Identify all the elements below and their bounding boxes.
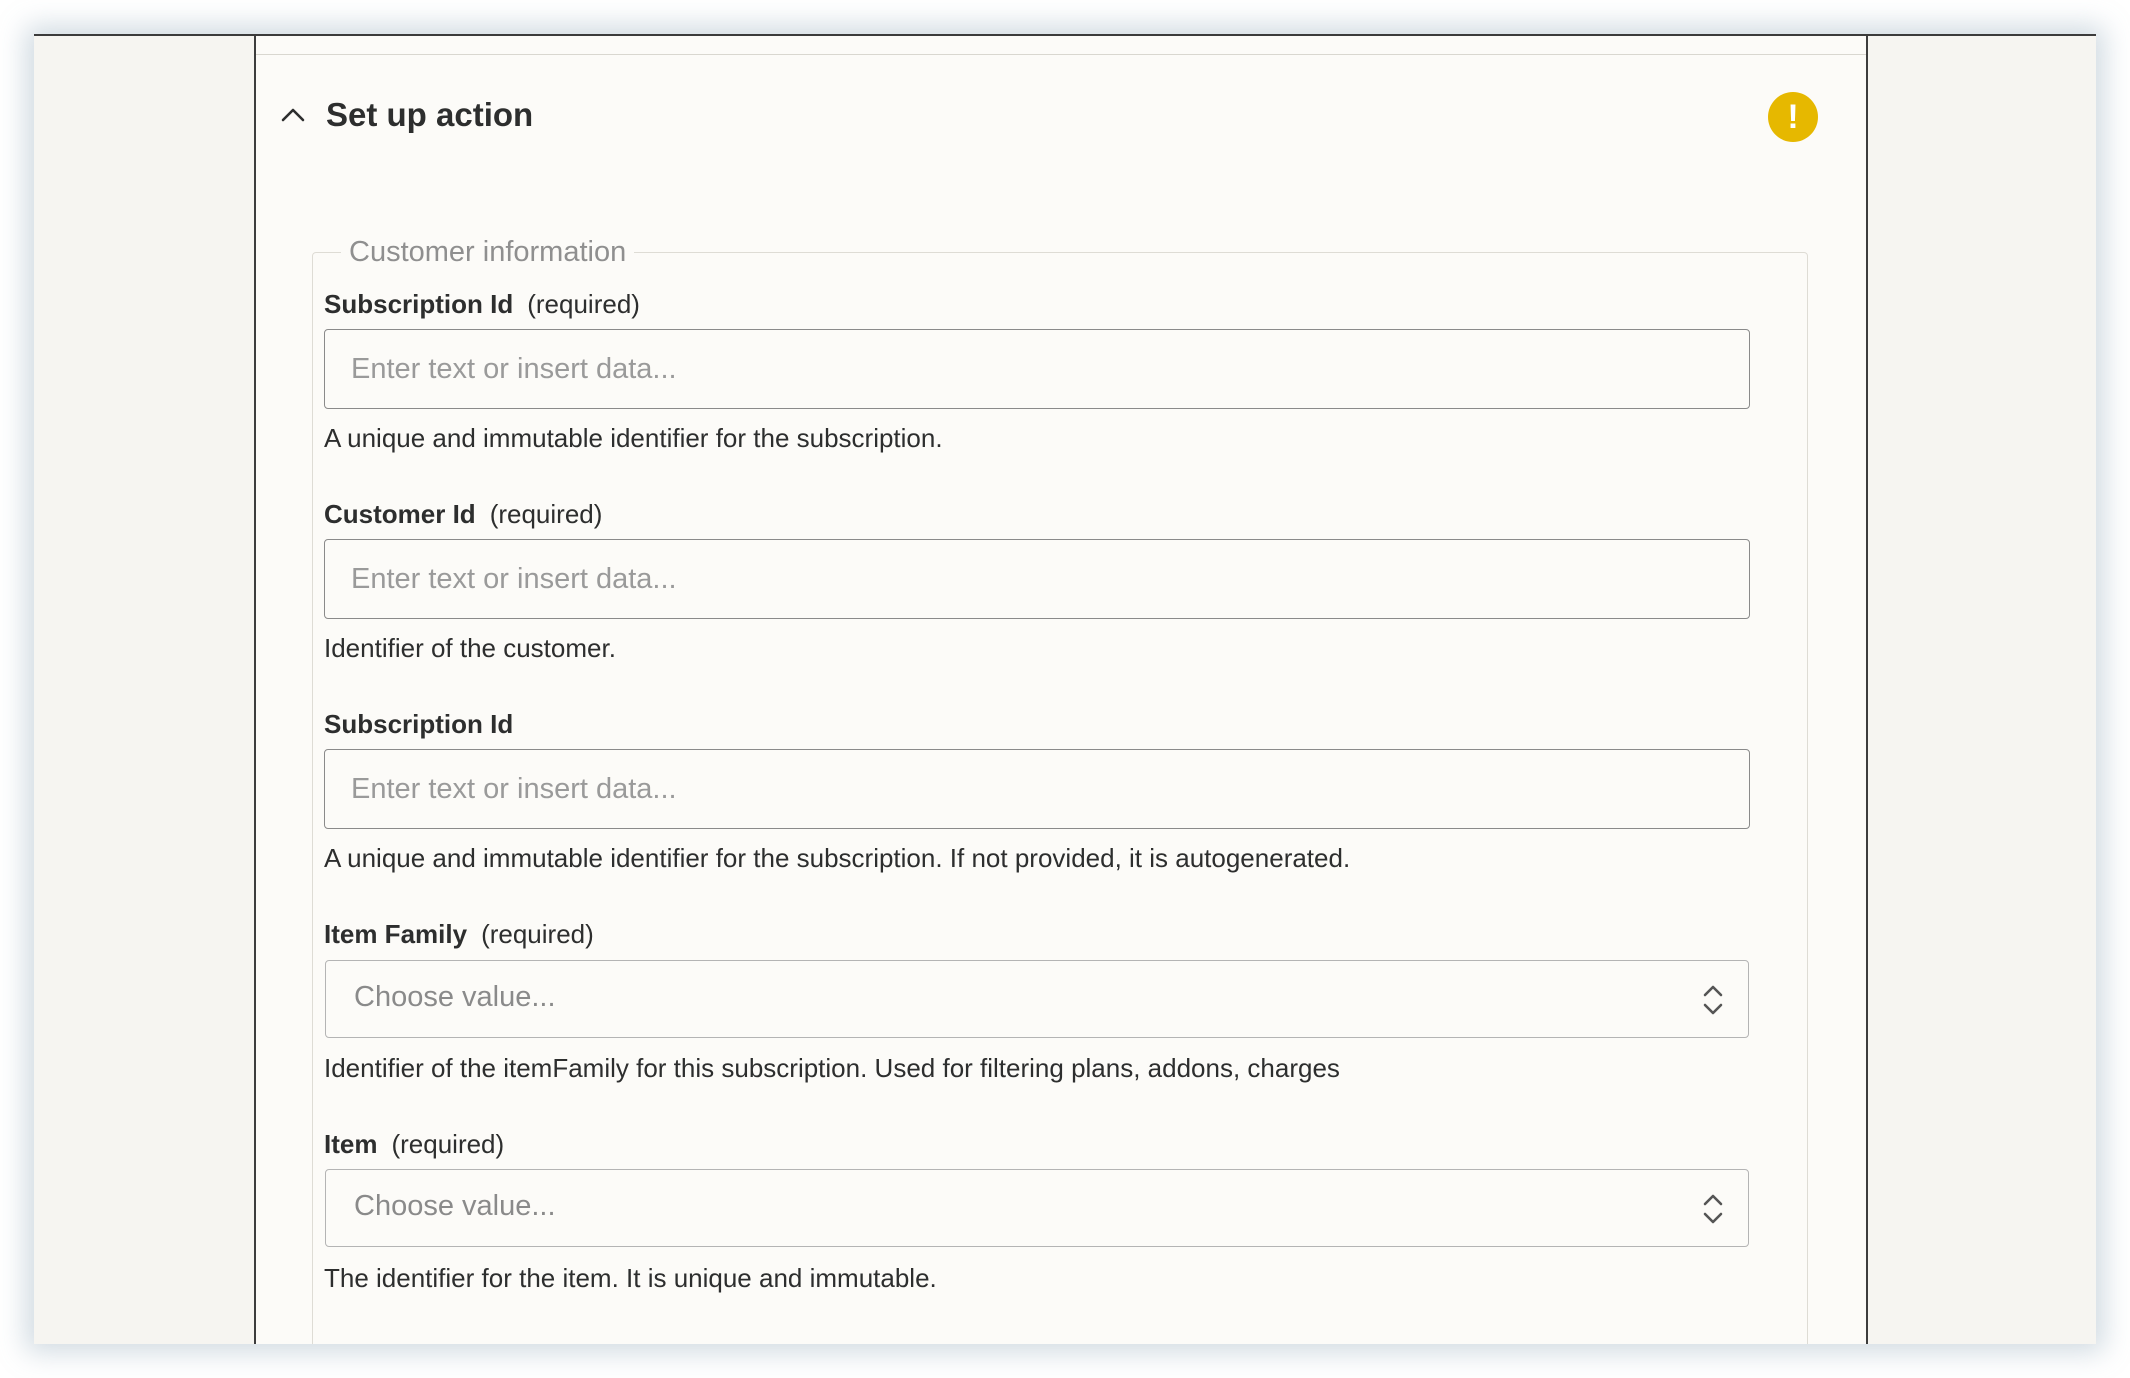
group-legend: Customer information: [349, 236, 627, 268]
item-family-label: [324, 919, 594, 950]
customer-id-input[interactable]: [324, 539, 1750, 619]
section-title: Set up action: [326, 96, 534, 133]
required-tag: (required): [391, 1129, 505, 1159]
field-name: Item: [324, 1129, 378, 1159]
select-placeholder: Choose value...: [354, 1190, 556, 1222]
required-tag: (required): [481, 919, 594, 949]
required-tag: (required): [527, 289, 640, 319]
item-family-help: Identifier of the itemFamily for this subscription. Used for filtering plans, addons, charges: [324, 1053, 1340, 1083]
item-family-select[interactable]: [325, 960, 1749, 1038]
chevron-up-down-icon: [1700, 1190, 1726, 1228]
subscription-id-label: [324, 289, 640, 320]
subscription-id-optional-input[interactable]: [324, 749, 1750, 829]
chevron-up-down-icon: [1700, 981, 1726, 1019]
subscription-id-help: A unique and immutable identifier for the subscription.: [324, 423, 943, 453]
section-header[interactable]: [256, 86, 1866, 146]
select-placeholder: Choose value...: [354, 981, 556, 1013]
required-tag: (required): [489, 499, 603, 529]
app-window: [34, 34, 2096, 1344]
subscription-id-optional-help: A unique and immutable identifier for the subscription. If not provided, it is autogenerated.: [324, 843, 1351, 873]
panel-divider: [256, 54, 1866, 55]
field-name: Customer Id: [324, 499, 476, 529]
warning-icon: !: [1768, 92, 1818, 142]
field-name: Subscription Id: [324, 709, 514, 739]
chevron-up-icon[interactable]: [278, 100, 308, 130]
field-name: Item Family: [324, 919, 468, 949]
item-select[interactable]: [325, 1169, 1749, 1247]
item-help: The identifier for the item. It is unique and immutable.: [324, 1263, 937, 1293]
item-label: [324, 1129, 504, 1160]
subscription-id-input[interactable]: [324, 329, 1750, 409]
field-name: Subscription Id: [324, 289, 514, 319]
customer-id-help: Identifier of the customer.: [324, 633, 616, 663]
customer-id-label: [324, 499, 602, 530]
subscription-id-optional-label: [324, 709, 513, 740]
